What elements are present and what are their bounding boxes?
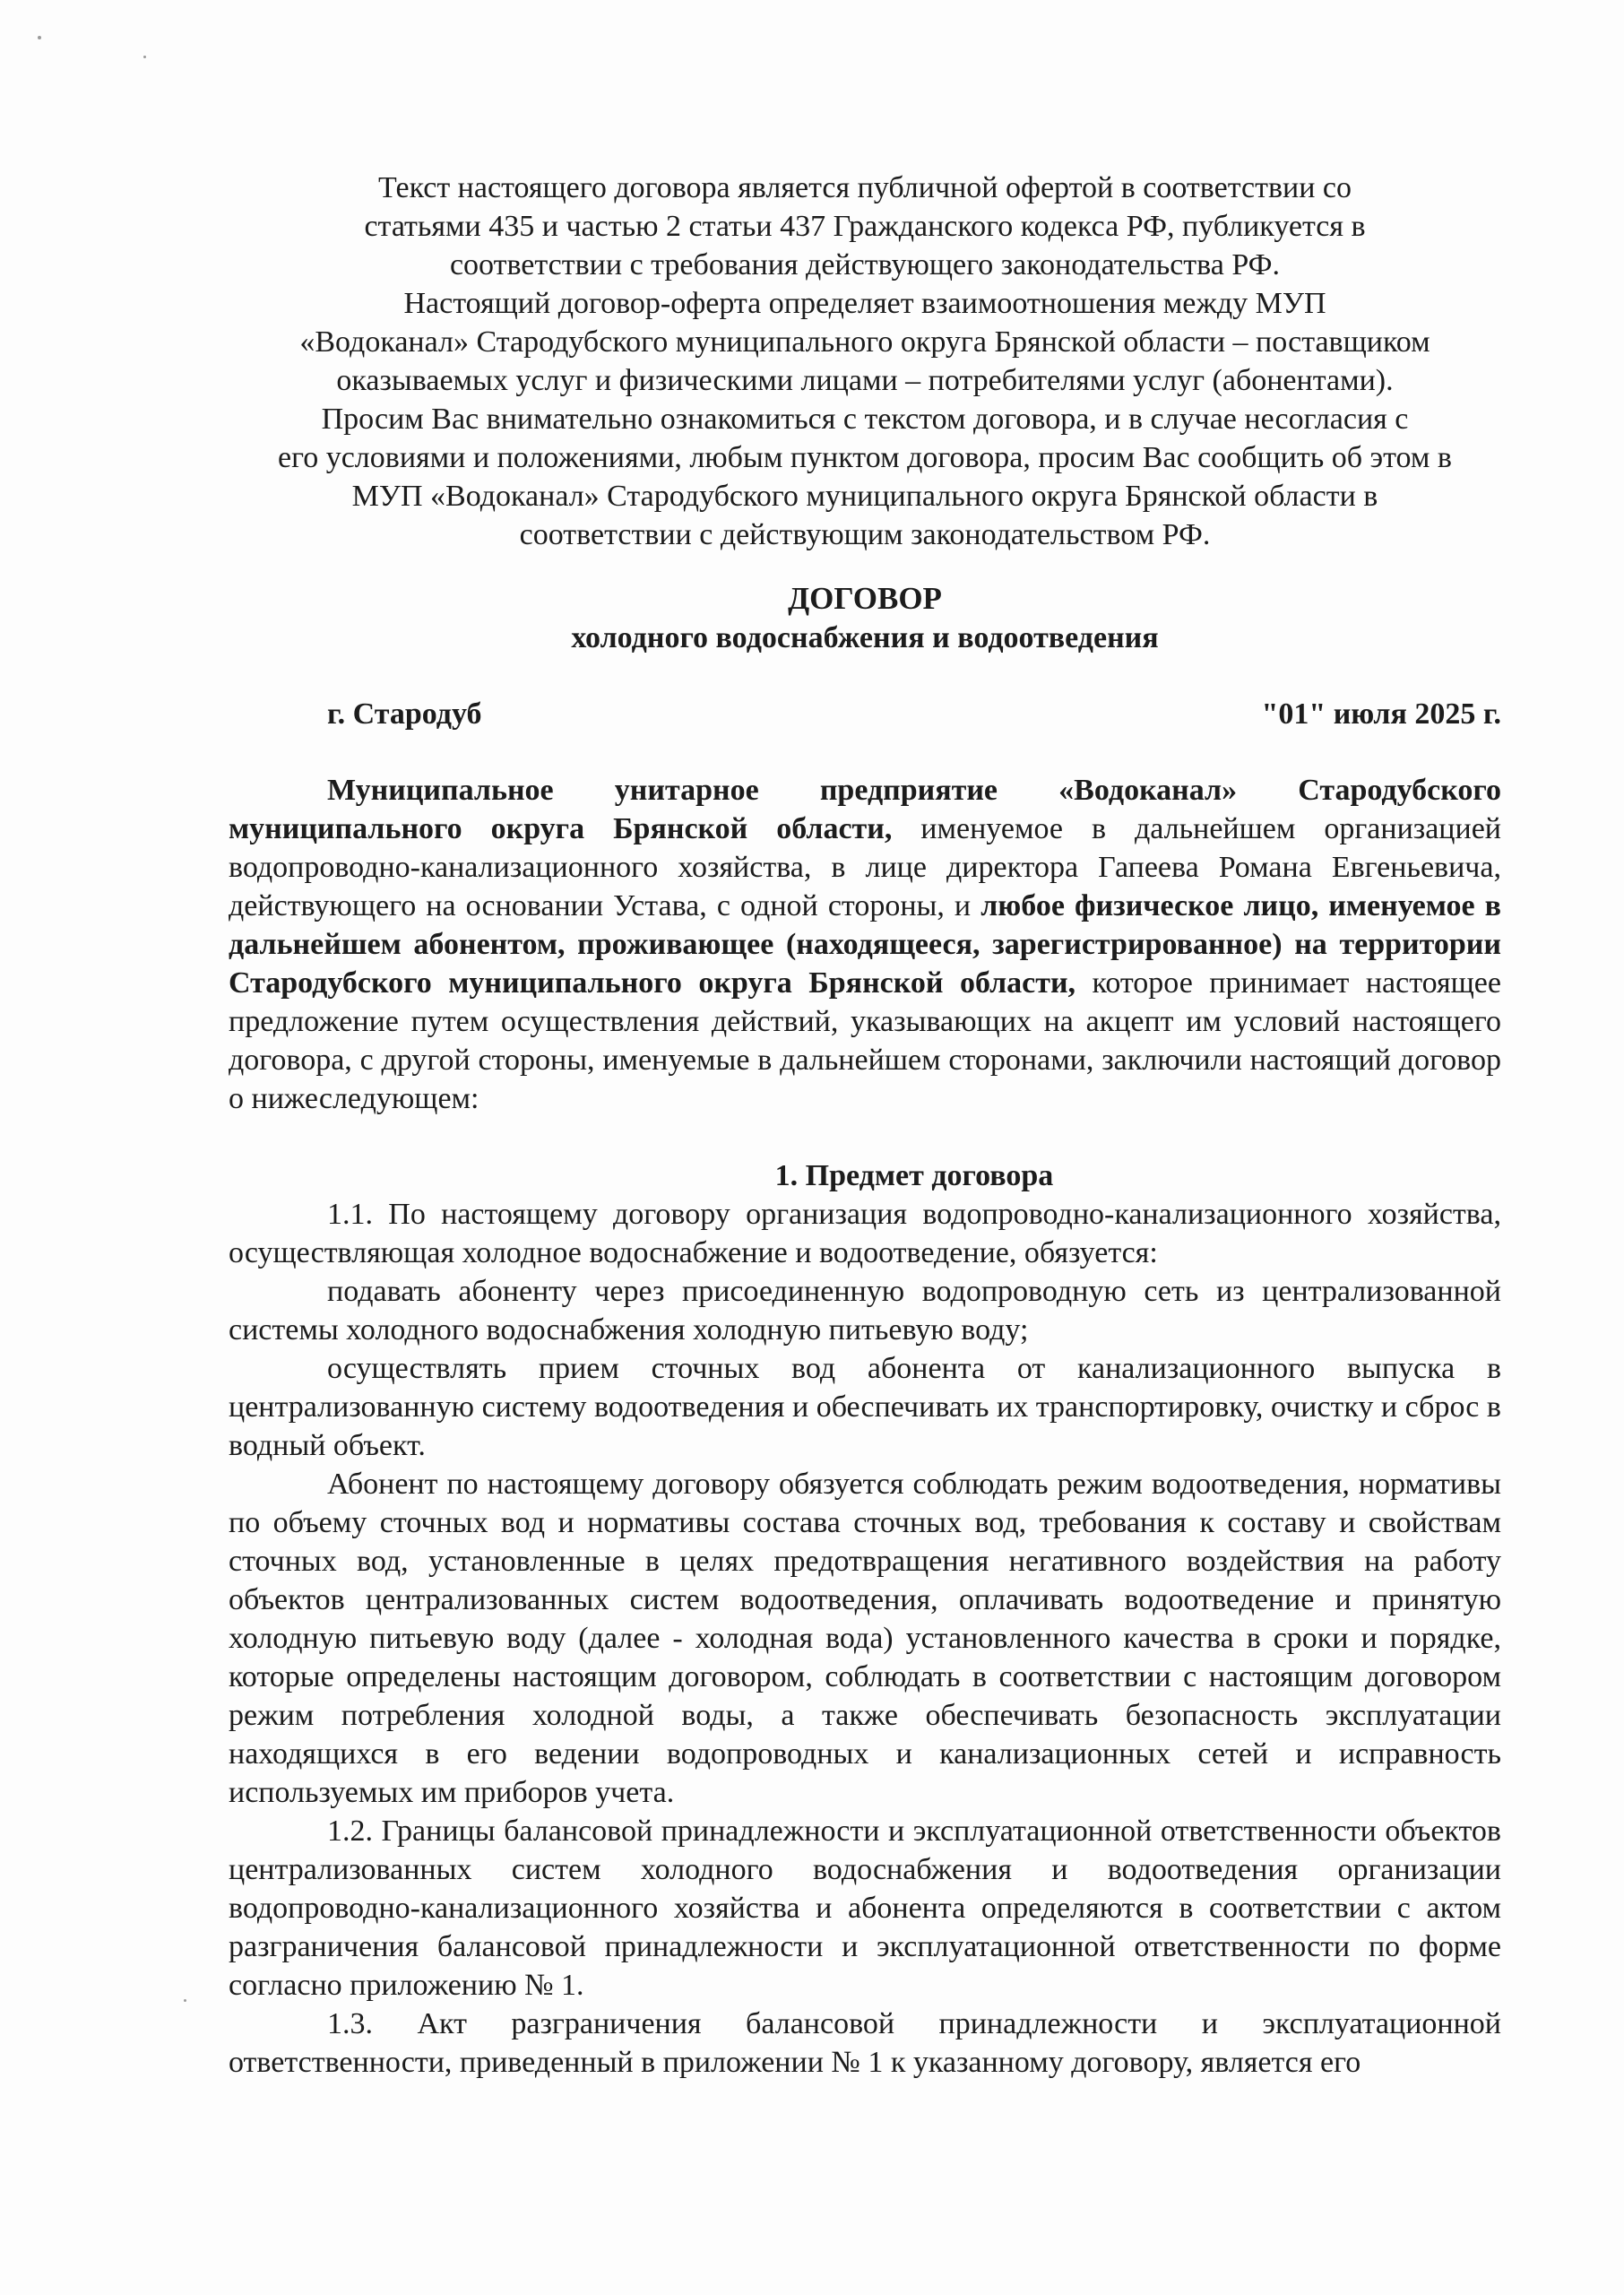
preamble-line: оказываемых услуг и физическими лицами – потребителями услуг (абонентами). <box>336 364 1394 397</box>
scan-speck <box>143 56 146 58</box>
clause-paragraph: подавать абоненту через присоединенную водопроводную сеть из централизованной системы холодного водоснабжения холодную питьевую воду; <box>229 1275 1501 1347</box>
clause-paragraph: 1.1. По настоящему договору организация водопроводно-канализационного хозяйства, осуществляющая холодное водоснабжение и водоотведение, обязуется: <box>229 1198 1501 1269</box>
preamble-line: «Водоканал» Стародубского муниципального округа Брянской области – поставщиком <box>299 325 1430 359</box>
document-title: ДОГОВОР <box>788 581 942 616</box>
preamble-line: Текст настоящего договора является публичной офертой в соответствии со <box>378 171 1352 204</box>
preamble-line: Просим Вас внимательно ознакомиться с текстом договора, и в случае несогласия с <box>321 403 1409 436</box>
public-offer-preamble <box>229 169 1501 554</box>
clause-paragraph: 1.3. Акт разграничения балансовой принадлежности и эксплуатационной ответственности, приведенный в приложении № 1 к указанному договору, является его <box>229 2007 1501 2079</box>
preamble-line: его условиями и положениями, любым пунктом договора, просим Вас сообщить об этом в <box>278 441 1452 474</box>
contract-date: "01" июля 2025 г. <box>1261 697 1501 731</box>
contract-place: г. Стародуб <box>327 697 482 731</box>
parties-text: именуемое в дальнейшем организацией водопроводно-канализационного хозяйства, в лице директора Гапеева Романа Евгеньевича, действующего на основании Устава, с одной стороны, и <box>229 812 1501 922</box>
document-body <box>229 169 1501 2082</box>
section-heading: 1. Предмет договора <box>774 1159 1054 1192</box>
preamble-line: Настоящий договор-оферта определяет взаимоотношения между МУП <box>403 287 1326 320</box>
clause-paragraph: осуществлять прием сточных вод абонента от канализационного выпуска в централизованную систему водоотведения и обеспечивать их транспортировку, очистку и сброс в водный объект. <box>229 1352 1501 1462</box>
document-title-block <box>229 579 1501 657</box>
parties-paragraph <box>229 771 1501 1118</box>
scan-speck <box>184 1999 186 2002</box>
scan-speck <box>38 36 41 39</box>
clause-paragraph: Абонент по настоящему договору обязуется соблюдать режим водоотведения, нормативы по объему сточных вод и нормативы состава сточных вод, требования к составу и свойствам сточных вод, установленные в целях предотвращения негативного воздействия на работу объектов централизованных систем водоотведения, оплачивать водоотведение и принятую холодную питьевую воду (далее - холодная вода) установленного качества в сроки и порядке, которые определены настоящим договором, соблюдать в соответствии с настоящим договором режим потребления холодной воды, а также обеспечивать безопасность эксплуатации находящихся в его ведении водопроводных и канализационных сетей и исправность используемых им приборов учета. <box>229 1468 1501 1809</box>
preamble-line: соответствии с действующим законодательством РФ. <box>519 518 1211 551</box>
supplier-name: Муниципальное унитарное предприятие «Водоканал» Стародубского муниципального округа Брянской области, <box>229 774 1501 845</box>
preamble-line: статьями 435 и частью 2 статьи 437 Гражданского кодекса РФ, публикуется в <box>364 210 1366 243</box>
place-date-row <box>229 695 1501 733</box>
clause-paragraph: 1.2. Границы балансовой принадлежности и эксплуатационной ответственности объектов централизованных систем холодного водоснабжения и водоотведения организации водопроводно-канализационного хозяйства и абонента определяются в соответствии с актом разграничения балансовой принадлежности и эксплуатационной ответственности по форме согласно приложению № 1. <box>229 1814 1501 2002</box>
preamble-line: соответствии с требования действующего законодательства РФ. <box>449 248 1281 281</box>
subscriber-definition: любое физическое лицо, именуемое в дальнейшем абонентом, проживающее (находящееся, зарегистрированное) на территории Стародубского муниципального округа Брянской области, <box>229 889 1501 1000</box>
parties-text: которое принимает настоящее предложение путем осуществления действий, указывающих на акцепт им условий настоящего договора, с другой стороны, именуемые в дальнейшем сторонами, заключили настоящий договор о нижеследующем: <box>229 966 1501 1115</box>
document-subtitle: холодного водоснабжения и водоотведения <box>571 621 1159 654</box>
preamble-line: МУП «Водоканал» Стародубского муниципального округа Брянской области в <box>351 480 1378 513</box>
